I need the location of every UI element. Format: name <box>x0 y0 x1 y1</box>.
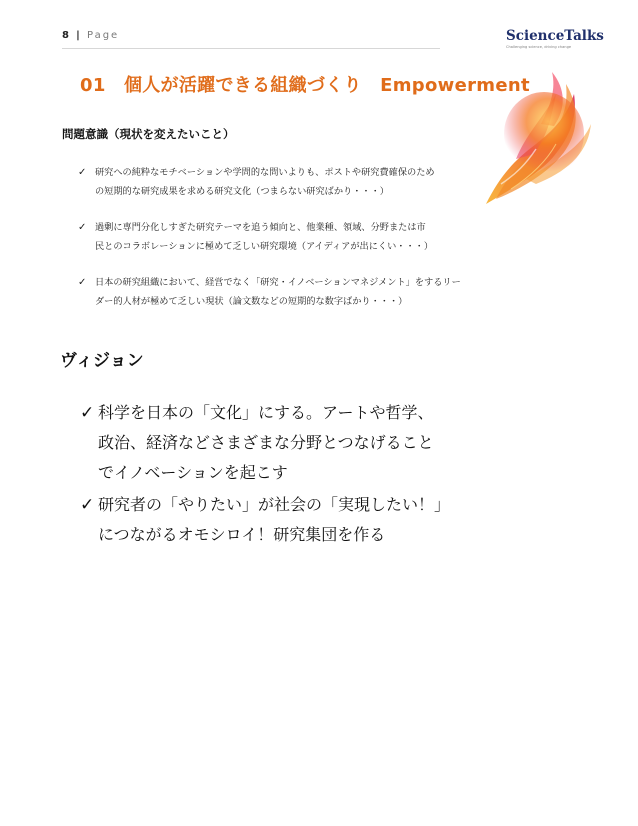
vision-text: 政治、経済などさまざまな分野とつなげること <box>98 433 434 452</box>
checkmark-icon: ✓ <box>78 167 87 178</box>
checkmark-icon: ✓ <box>80 403 95 423</box>
sciencetalks-logo <box>506 28 604 50</box>
problem-text: ダー的人材が極めて乏しい現状（論文数などの短期的な数字ばかり・・・） <box>95 296 408 307</box>
flame-illustration <box>456 64 606 224</box>
header-rule <box>62 48 440 49</box>
page-word: Page <box>87 30 120 41</box>
checkmark-icon: ✓ <box>78 277 87 288</box>
problem-text: 日本の研究組織において、経営でなく「研究・イノベーションマネジメント」をするリー <box>95 277 461 288</box>
problem-heading: 問題意識（現状を変えたいこと） <box>62 127 235 141</box>
checkmark-icon: ✓ <box>80 495 95 515</box>
page-separator: | <box>76 30 80 41</box>
problem-text: 過剰に専門分化しすぎた研究テーマを追う傾向と、他業種、領域、分野または市 <box>95 222 426 233</box>
section-title: 01 個人が活躍できる組織づくり Empowerment <box>80 75 530 96</box>
vision-text: 科学を日本の「文化」にする。アートや哲学、 <box>98 403 434 422</box>
checkmark-icon: ✓ <box>78 222 87 233</box>
problem-text: 民とのコラボレーションに極めて乏しい研究環境（アイディアが出にくい・・・） <box>95 241 434 252</box>
problem-text: 研究への純粋なモチベーションや学問的な問いよりも、ポストや研究費確保のため <box>95 167 435 178</box>
flame-icon <box>456 64 606 224</box>
page-number <box>62 30 119 41</box>
logo-tagline: Challenging science, driving change <box>506 45 572 49</box>
page-number-value: 8 <box>62 30 69 41</box>
vision-text: でイノベーションを起こす <box>98 463 288 482</box>
logo-text: ScienceTalks <box>506 28 604 44</box>
vision-heading: ヴィジョン <box>60 351 144 371</box>
vision-text: 研究者の「やりたい」が社会の「実現したい！」 <box>98 495 451 514</box>
problem-text: の短期的な研究成果を求める研究文化（つまらない研究ばかり・・・） <box>95 186 389 197</box>
page-header <box>62 30 452 50</box>
vision-text: につながるオモシロイ！研究集団を作る <box>98 525 386 544</box>
